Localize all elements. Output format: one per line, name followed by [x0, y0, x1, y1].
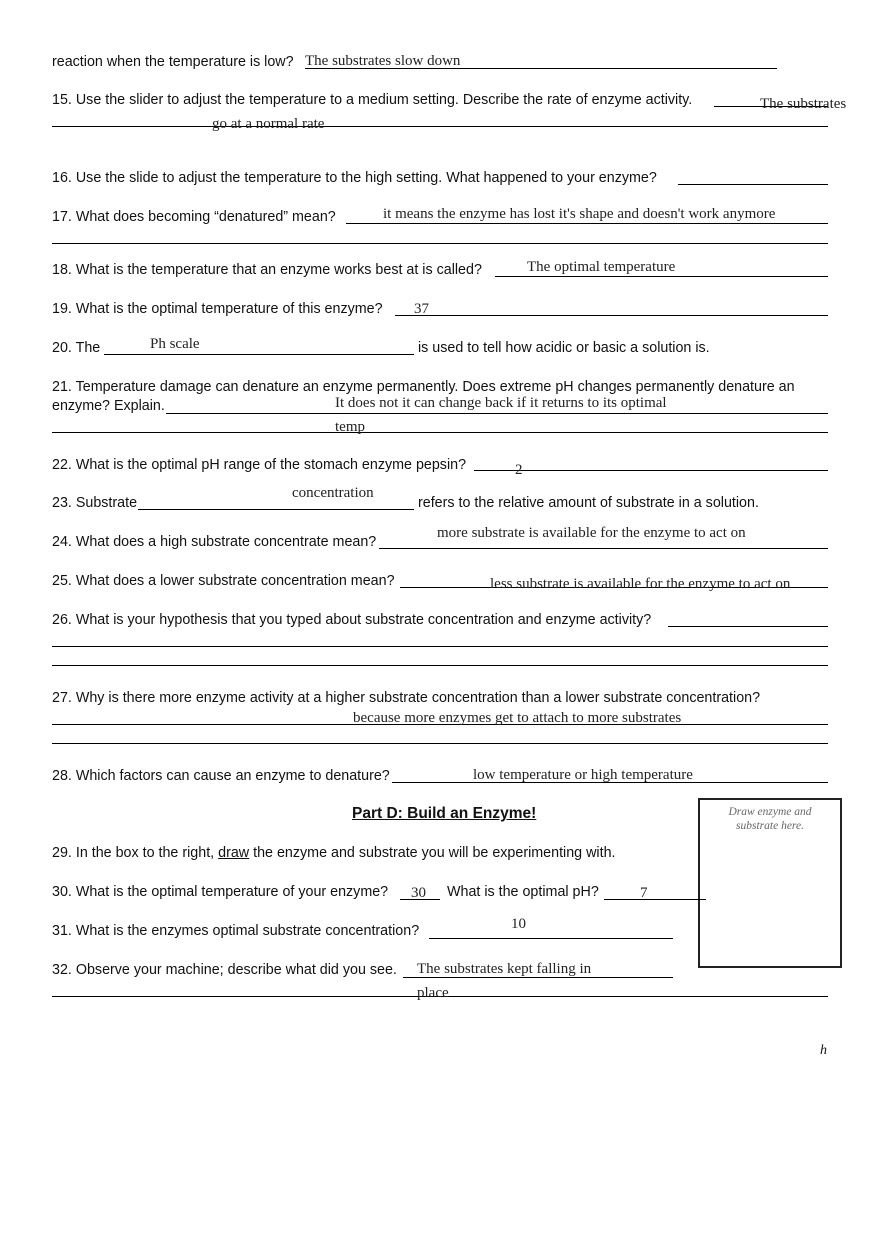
answer-line	[429, 938, 673, 939]
answer-31: 10	[511, 916, 526, 932]
answer-27: because more enzymes get to attach to more substrates	[353, 710, 682, 726]
answer-23: concentration	[292, 485, 374, 501]
answer-30-temperature: 30	[411, 885, 426, 901]
draw-box-label: Draw enzyme and substrate here.	[728, 806, 812, 833]
answer-15-part1: The substrates	[760, 96, 847, 112]
answer-21-part2: temp	[335, 419, 365, 435]
question-30-ph-text: What is the optimal pH?	[447, 884, 599, 900]
answer-line	[403, 977, 673, 978]
answer-line	[166, 413, 828, 414]
question-32-text: 32. Observe your machine; describe what did you see.	[52, 962, 397, 978]
answer-25: less substrate is available for the enzyme to act on	[490, 576, 791, 592]
question-29-text-end: the enzyme and substrate you will be experimenting with.	[253, 845, 616, 861]
question-29-text	[52, 846, 616, 860]
question-31-text: 31. What is the enzymes optimal substrate concentration?	[52, 923, 420, 939]
question-28-text: 28. Which factors can cause an enzyme to denature?	[52, 768, 390, 784]
answer-line	[52, 646, 828, 647]
question-21-text-cont: enzyme? Explain.	[52, 398, 165, 414]
answer-17: it means the enzyme has lost it's shape and doesn't work anymore	[383, 206, 776, 222]
answer-32-part2: place	[417, 985, 449, 1001]
question-29-draw-word: draw	[218, 845, 250, 861]
question-25-text: 25. What does a lower substrate concentration mean?	[52, 573, 395, 589]
question-26-text: 26. What is your hypothesis that you typed about substrate concentration and enzyme activity?	[52, 612, 652, 628]
answer-line	[678, 184, 828, 185]
answer-line	[52, 665, 828, 666]
answer-line	[52, 126, 828, 127]
answer-24: more substrate is available for the enzyme to act on	[437, 525, 746, 541]
answer-line	[668, 626, 828, 627]
draw-enzyme-box[interactable]	[698, 798, 842, 968]
answer-19: 37	[414, 301, 429, 317]
answer-32-part1: The substrates kept falling in	[417, 961, 592, 977]
question-15-text: 15. Use the slider to adjust the temperature to a medium setting. Describe the rate of enzyme activity.	[52, 92, 693, 108]
question-30-text: 30. What is the optimal temperature of your enzyme?	[52, 884, 389, 900]
answer-line	[474, 470, 828, 471]
page-marker: h	[820, 1043, 827, 1058]
answer-line	[379, 548, 828, 549]
answer-line	[138, 509, 414, 510]
question-16-text: 16. Use the slide to adjust the temperature to the high setting. What happened to your enzyme?	[52, 170, 657, 186]
answer-line	[104, 354, 414, 355]
question-20-text-start: 20. The	[52, 340, 101, 356]
part-d-heading: Part D: Build an Enzyme!	[352, 805, 537, 822]
question-29-text-start: 29. In the box to the right,	[52, 845, 215, 861]
question-14-text: reaction when the temperature is low?	[52, 54, 294, 70]
answer-line	[604, 899, 706, 900]
answer-20: Ph scale	[150, 336, 200, 352]
answer-line	[395, 315, 828, 316]
answer-line	[346, 223, 828, 224]
question-22-text: 22. What is the optimal pH range of the stomach enzyme pepsin?	[52, 457, 467, 473]
question-21-text: 21. Temperature damage can denature an enzyme permanently. Does extreme pH changes permanently denature an	[52, 379, 795, 395]
answer-22: 2	[515, 462, 523, 478]
question-24-text: 24. What does a high substrate concentrate mean?	[52, 534, 377, 550]
answer-15-part2: go at a normal rate	[212, 116, 325, 132]
question-20-text-end: is used to tell how acidic or basic a solution is.	[418, 340, 710, 356]
question-23-text-start: 23. Substrate	[52, 495, 138, 511]
question-23-text-end: refers to the relative amount of substrate in a solution.	[418, 495, 759, 511]
answer-18: The optimal temperature	[527, 259, 676, 275]
question-27-text: 27. Why is there more enzyme activity at a higher substrate concentration than a lower substrate concentration?	[52, 690, 761, 706]
answer-28: low temperature or high temperature	[473, 767, 693, 783]
question-19-text: 19. What is the optimal temperature of this enzyme?	[52, 301, 383, 317]
answer-line	[52, 432, 828, 433]
answer-line	[495, 276, 828, 277]
answer-30-ph: 7	[640, 885, 648, 901]
answer-line	[52, 243, 828, 244]
answer-21-part1: It does not it can change back if it returns to its optimal	[335, 395, 667, 411]
answer-14: The substrates slow down	[305, 53, 461, 69]
question-17-text: 17. What does becoming “denatured” mean?	[52, 209, 336, 225]
answer-line	[52, 743, 828, 744]
question-18-text: 18. What is the temperature that an enzyme works best at is called?	[52, 262, 482, 278]
